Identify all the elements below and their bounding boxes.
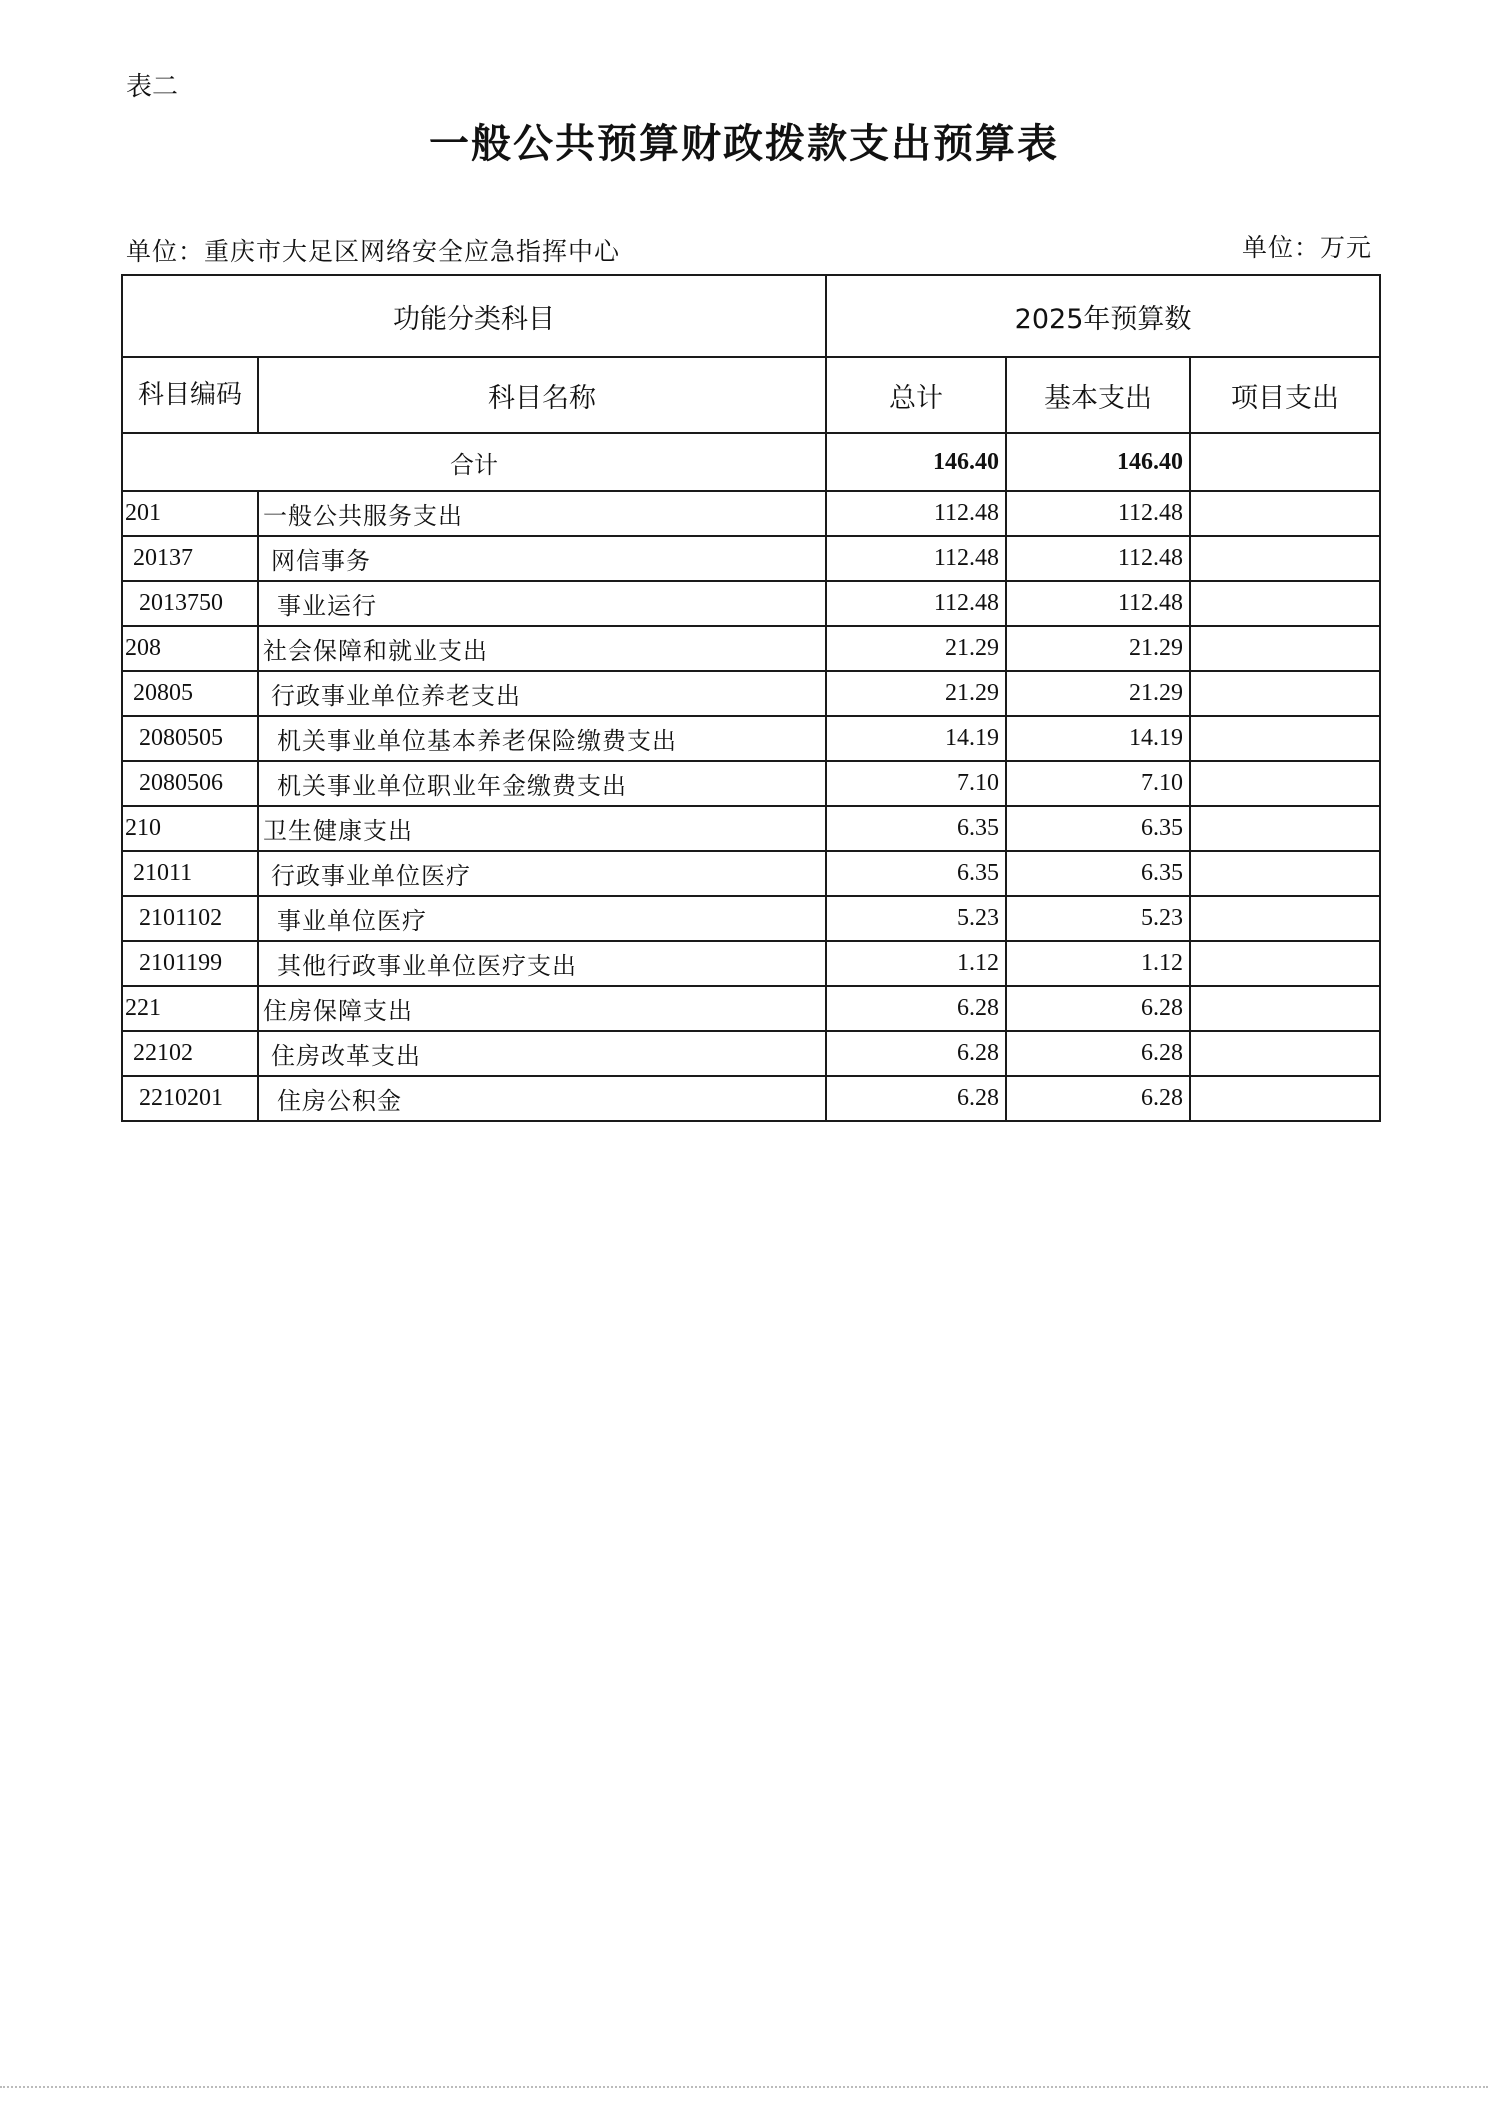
row-project (1190, 986, 1380, 1031)
row-name: 机关事业单位基本养老保险缴费支出 (258, 716, 826, 761)
row-basic: 1.12 (1006, 941, 1190, 986)
header-row-2 (122, 357, 1380, 433)
row-code: 22102 (122, 1031, 258, 1076)
row-project (1190, 716, 1380, 761)
row-project (1190, 761, 1380, 806)
budget-table (121, 274, 1381, 1122)
row-total: 21.29 (826, 626, 1006, 671)
row-code: 20137 (122, 536, 258, 581)
header-budget: 2025年预算数 (826, 275, 1380, 357)
row-name: 社会保障和就业支出 (258, 626, 826, 671)
scan-edge-divider (0, 2086, 1488, 2088)
table-row (122, 1031, 1380, 1076)
row-basic: 112.48 (1006, 581, 1190, 626)
page-title: 一般公共预算财政拨款支出预算表 (429, 120, 1059, 167)
row-basic: 21.29 (1006, 626, 1190, 671)
row-total: 6.35 (826, 851, 1006, 896)
row-project (1190, 806, 1380, 851)
unit-currency: 单位：万元 (1241, 233, 1372, 262)
row-name: 行政事业单位养老支出 (258, 671, 826, 716)
total-project (1190, 433, 1380, 491)
total-label: 合计 (122, 433, 826, 491)
row-basic: 6.28 (1006, 986, 1190, 1031)
row-basic: 21.29 (1006, 671, 1190, 716)
total-basic: 146.40 (1006, 433, 1190, 491)
row-code: 210 (122, 806, 258, 851)
row-project (1190, 851, 1380, 896)
table-row (122, 986, 1380, 1031)
row-code: 21011 (122, 851, 258, 896)
row-project (1190, 896, 1380, 941)
row-name: 一般公共服务支出 (258, 491, 826, 536)
row-code: 2101102 (122, 896, 258, 941)
table-row (122, 671, 1380, 716)
header-row-1 (122, 275, 1380, 357)
row-basic: 14.19 (1006, 716, 1190, 761)
row-name: 卫生健康支出 (258, 806, 826, 851)
table-row (122, 716, 1380, 761)
total-row (122, 433, 1380, 491)
row-total: 1.12 (826, 941, 1006, 986)
row-total: 7.10 (826, 761, 1006, 806)
header-total: 总计 (826, 357, 1006, 433)
row-basic: 6.35 (1006, 806, 1190, 851)
row-basic: 6.28 (1006, 1031, 1190, 1076)
row-name: 机关事业单位职业年金缴费支出 (258, 761, 826, 806)
unit-organization: 单位：重庆市大足区网络安全应急指挥中心 (126, 237, 621, 266)
row-code: 2080506 (122, 761, 258, 806)
row-total: 112.48 (826, 536, 1006, 581)
row-total: 14.19 (826, 716, 1006, 761)
row-code: 2210201 (122, 1076, 258, 1121)
row-code: 20805 (122, 671, 258, 716)
row-total: 6.35 (826, 806, 1006, 851)
page-label: 表二 (126, 72, 179, 102)
row-name: 住房改革支出 (258, 1031, 826, 1076)
table-row (122, 761, 1380, 806)
header-project: 项目支出 (1190, 357, 1380, 433)
row-code: 201 (122, 491, 258, 536)
table-row (122, 626, 1380, 671)
row-basic: 6.35 (1006, 851, 1190, 896)
row-basic: 6.28 (1006, 1076, 1190, 1121)
row-project (1190, 626, 1380, 671)
row-name: 行政事业单位医疗 (258, 851, 826, 896)
row-name: 住房公积金 (258, 1076, 826, 1121)
row-name: 其他行政事业单位医疗支出 (258, 941, 826, 986)
row-name: 事业运行 (258, 581, 826, 626)
row-basic: 7.10 (1006, 761, 1190, 806)
row-project (1190, 581, 1380, 626)
row-total: 112.48 (826, 491, 1006, 536)
row-code: 221 (122, 986, 258, 1031)
row-project (1190, 536, 1380, 581)
row-code: 2013750 (122, 581, 258, 626)
row-name: 网信事务 (258, 536, 826, 581)
row-total: 21.29 (826, 671, 1006, 716)
row-total: 112.48 (826, 581, 1006, 626)
row-code: 2080505 (122, 716, 258, 761)
row-project (1190, 491, 1380, 536)
table-row (122, 896, 1380, 941)
row-basic: 112.48 (1006, 536, 1190, 581)
row-code: 2101199 (122, 941, 258, 986)
header-code: 科目编码 (122, 357, 258, 433)
table-row (122, 851, 1380, 896)
row-project (1190, 1076, 1380, 1121)
row-total: 5.23 (826, 896, 1006, 941)
row-total: 6.28 (826, 1076, 1006, 1121)
table-row (122, 941, 1380, 986)
table-row (122, 581, 1380, 626)
row-project (1190, 1031, 1380, 1076)
total-total: 146.40 (826, 433, 1006, 491)
row-total: 6.28 (826, 986, 1006, 1031)
row-name: 事业单位医疗 (258, 896, 826, 941)
header-category: 功能分类科目 (122, 275, 826, 357)
row-basic: 5.23 (1006, 896, 1190, 941)
table-row (122, 1076, 1380, 1121)
row-code: 208 (122, 626, 258, 671)
row-name: 住房保障支出 (258, 986, 826, 1031)
table-row (122, 491, 1380, 536)
row-project (1190, 941, 1380, 986)
row-total: 6.28 (826, 1031, 1006, 1076)
header-basic: 基本支出 (1006, 357, 1190, 433)
table-row (122, 806, 1380, 851)
table-row (122, 536, 1380, 581)
row-project (1190, 671, 1380, 716)
row-basic: 112.48 (1006, 491, 1190, 536)
header-name: 科目名称 (258, 357, 826, 433)
